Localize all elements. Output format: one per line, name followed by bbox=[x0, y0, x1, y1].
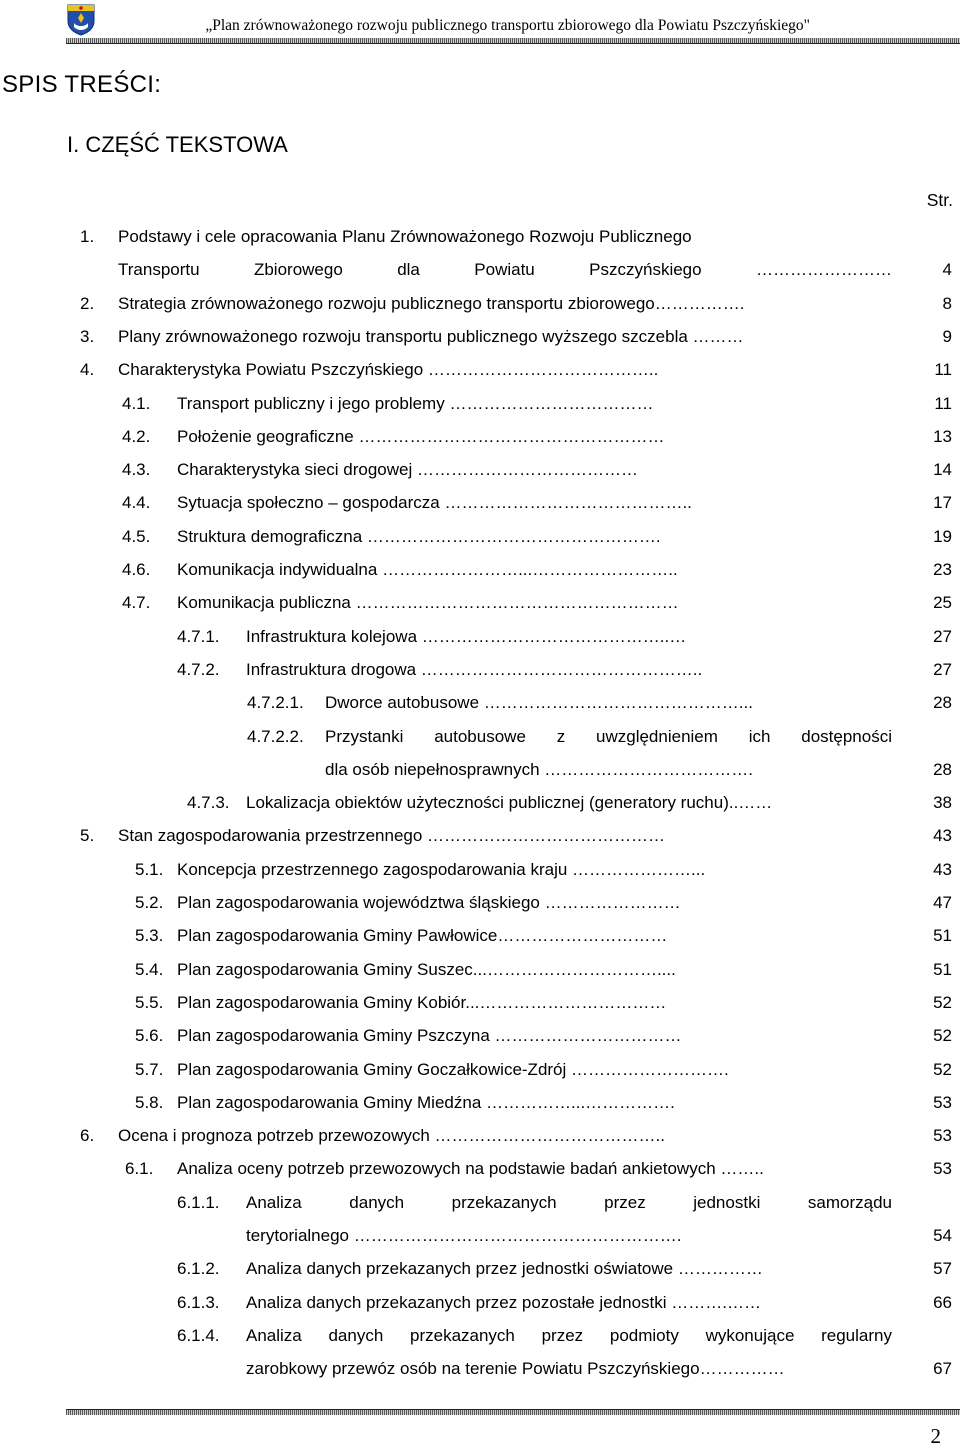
toc-entry-page: 25 bbox=[933, 593, 952, 612]
toc-entry bbox=[0, 1126, 960, 1156]
section-title: I. CZĘŚĆ TEKSTOWA bbox=[67, 132, 288, 157]
toc-entry-number: 5.3. bbox=[135, 926, 164, 945]
toc-entry bbox=[0, 960, 960, 990]
toc-entry-page: 8 bbox=[942, 294, 952, 313]
toc-entry-title: Komunikacja indywidualna ……………………...…………………….. bbox=[177, 560, 678, 579]
page-column-label: Str. bbox=[926, 190, 953, 210]
toc-entry-number: 5.8. bbox=[135, 1093, 164, 1112]
toc-entry-title: zarobkowy przewóz osób na terenie Powiatu Pszczyńskiego…………… bbox=[246, 1359, 785, 1378]
toc-entry-number: 4.2. bbox=[122, 427, 151, 446]
toc-entry bbox=[0, 527, 960, 557]
header-rule bbox=[66, 38, 960, 44]
toc-entry-title: Transportu Zbiorowego dla Powiatu Pszczyńskiego …………………… bbox=[118, 260, 892, 279]
toc-entry bbox=[0, 294, 960, 324]
toc-entry-page: 13 bbox=[933, 427, 952, 446]
toc-entry-number: 4.7.3. bbox=[187, 793, 230, 812]
toc-entry bbox=[0, 1093, 960, 1123]
toc-entry bbox=[0, 1159, 960, 1189]
toc-entry-number: 6.1.2. bbox=[177, 1259, 220, 1278]
toc-entry-title: Plan zagospodarowania Gminy Kobiór...…………………………… bbox=[177, 993, 667, 1012]
toc-entry-number: 5.5. bbox=[135, 993, 164, 1012]
toc-entry-title: Charakterystyka sieci drogowej ………………………………… bbox=[177, 460, 638, 479]
toc-entry-page: 11 bbox=[934, 360, 952, 379]
toc-entry-title: Plan zagospodarowania Gminy Pawłowice………………………… bbox=[177, 926, 668, 945]
toc-entry-page: 27 bbox=[933, 627, 952, 646]
toc-entry-number: 5.2. bbox=[135, 893, 164, 912]
toc-entry bbox=[0, 693, 960, 723]
header-title: „Plan zrównoważonego rozwoju publicznego transportu zbiorowego dla Powiatu Pszczyńskiego" bbox=[205, 17, 810, 34]
toc-entry-title: Dworce autobusowe ………………………………………... bbox=[325, 693, 753, 712]
toc-entry-number: 4.6. bbox=[122, 560, 151, 579]
toc-entry bbox=[0, 760, 960, 790]
toc-entry-page: 57 bbox=[933, 1259, 952, 1278]
toc-entry-page: 43 bbox=[933, 860, 952, 879]
toc-entry-number: 5. bbox=[80, 826, 95, 845]
toc-entry-page: 51 bbox=[933, 926, 952, 945]
toc-entry bbox=[0, 1193, 960, 1223]
toc-entry-page: 52 bbox=[933, 1060, 952, 1079]
toc-entry-page: 66 bbox=[933, 1293, 952, 1312]
toc-entry-number: 6.1. bbox=[125, 1159, 154, 1178]
main-title: SPIS TREŚCI: bbox=[2, 71, 162, 98]
toc-entry-number: 1. bbox=[80, 227, 95, 246]
footer-rule bbox=[66, 1409, 960, 1415]
toc-entry-page: 19 bbox=[933, 527, 952, 546]
toc-entry-page: 28 bbox=[933, 693, 952, 712]
toc-entry-page: 14 bbox=[933, 460, 952, 479]
toc-entry-number: 4.3. bbox=[122, 460, 151, 479]
toc-entry-title: Analiza danych przekazanych przez jednostki samorządu bbox=[246, 1193, 892, 1212]
toc-entry-title: Sytuacja społeczno – gospodarcza …………………………………….. bbox=[177, 493, 692, 512]
toc-entry-page: 28 bbox=[933, 760, 952, 779]
page-header bbox=[0, 0, 960, 46]
toc-entry-number: 4.7.2. bbox=[177, 660, 220, 679]
toc-entry-page: 17 bbox=[933, 493, 952, 512]
toc-entry-number: 4.7. bbox=[122, 593, 151, 612]
toc-entry bbox=[0, 727, 960, 757]
toc-entry-number: 4. bbox=[80, 360, 95, 379]
toc-entry-number: 5.1. bbox=[135, 860, 164, 879]
toc-entry bbox=[0, 1259, 960, 1289]
toc-entry-title: Ocena i prognoza potrzeb przewozowych ………………………………….. bbox=[118, 1126, 666, 1145]
toc-entry-page: 9 bbox=[942, 327, 952, 346]
toc-entry bbox=[0, 593, 960, 623]
toc-entry-page: 52 bbox=[933, 993, 952, 1012]
toc-entry-page: 53 bbox=[933, 1159, 952, 1178]
toc-entry bbox=[0, 860, 960, 890]
toc-entry bbox=[0, 327, 960, 357]
toc-entry bbox=[0, 627, 960, 657]
toc-entry bbox=[0, 460, 960, 490]
toc-entry-number: 5.4. bbox=[135, 960, 164, 979]
toc-entry bbox=[0, 560, 960, 590]
toc-entry-number: 6. bbox=[80, 1126, 95, 1145]
toc-entry bbox=[0, 826, 960, 856]
toc-entry-title: Infrastruktura kolejowa ……………………………………..… bbox=[246, 627, 687, 646]
toc-entry-number: 4.7.1. bbox=[177, 627, 220, 646]
toc-entry-page: 51 bbox=[933, 960, 952, 979]
toc-entry-title: Plan zagospodarowania województwa śląskiego …………………… bbox=[177, 893, 681, 912]
toc-entry bbox=[0, 893, 960, 923]
toc-entry bbox=[0, 227, 960, 257]
toc-entry bbox=[0, 1293, 960, 1323]
toc-entry-title: terytorialnego …………………………………………………. bbox=[246, 1226, 682, 1245]
toc-entry-title: Analiza oceny potrzeb przewozowych na podstawie badań ankietowych …….. bbox=[177, 1159, 764, 1178]
toc-entry-page: 11 bbox=[934, 394, 952, 413]
toc-entry-title: Plan zagospodarowania Gminy Pszczyna …………………………… bbox=[177, 1026, 682, 1045]
toc-entry bbox=[0, 926, 960, 956]
toc-entry-number: 6.1.3. bbox=[177, 1293, 220, 1312]
toc-entry-title: Analiza danych przekazanych przez jednostki oświatowe …………… bbox=[246, 1259, 763, 1278]
toc-entry bbox=[0, 493, 960, 523]
toc-entry-page: 53 bbox=[933, 1126, 952, 1145]
toc-entry-title: Strategia zrównoważonego rozwoju publicznego transportu zbiorowego……………. bbox=[118, 294, 745, 313]
toc-entry bbox=[0, 1060, 960, 1090]
toc-entry-page: 54 bbox=[933, 1226, 952, 1245]
toc-entry-title: Podstawy i cele opracowania Planu Zrównoważonego Rozwoju Publicznego bbox=[118, 227, 692, 246]
toc-entry-title: Położenie geograficzne ……………………………………………… bbox=[177, 427, 665, 446]
toc-entry bbox=[0, 1326, 960, 1356]
toc-entry bbox=[0, 360, 960, 390]
toc-entry-title: Charakterystyka Powiatu Pszczyńskiego ………………………………….. bbox=[118, 360, 659, 379]
toc-entry-number: 4.4. bbox=[122, 493, 151, 512]
toc-entry bbox=[0, 1359, 960, 1389]
toc-entry-number: 6.1.1. bbox=[177, 1193, 220, 1212]
toc-entry-title: Struktura demograficzna ……………………………………………. bbox=[177, 527, 661, 546]
toc-entry-title: Analiza danych przekazanych przez pozostałe jednostki ……….…… bbox=[246, 1293, 761, 1312]
toc-entry-title: Przystanki autobusowe z uwzględnieniem ich dostępności bbox=[325, 727, 892, 746]
toc-entry-title: Analiza danych przekazanych przez podmioty wykonujące regularny bbox=[246, 1326, 892, 1345]
toc-entry-page: 53 bbox=[933, 1093, 952, 1112]
toc-entry bbox=[0, 394, 960, 424]
toc-entry-title: Koncepcja przestrzennego zagospodarowania kraju …………………... bbox=[177, 860, 706, 879]
toc-entry-title: Plan zagospodarowania Gminy Miedźna ……………...……………. bbox=[177, 1093, 675, 1112]
toc-entry-number: 4.7.2.1. bbox=[247, 693, 304, 712]
toc-entry bbox=[0, 260, 960, 290]
toc-entry-number: 4.1. bbox=[122, 394, 151, 413]
toc-entry-title: Plany zrównoważonego rozwoju transportu publicznego wyższego szczebla ……… bbox=[118, 327, 744, 346]
toc-entry bbox=[0, 793, 960, 823]
toc-entry-title: Infrastruktura drogowa ………………………………………….. bbox=[246, 660, 703, 679]
toc-entry-page: 47 bbox=[933, 893, 952, 912]
toc-entry bbox=[0, 427, 960, 457]
toc-entry-title: Lokalizacja obiektów użyteczności publicznej (generatory ruchu)..…… bbox=[246, 793, 773, 812]
page-number: 2 bbox=[930, 1424, 941, 1448]
toc-entry-page: 38 bbox=[933, 793, 952, 812]
toc-entry-page: 23 bbox=[933, 560, 952, 579]
toc-entry-number: 5.7. bbox=[135, 1060, 164, 1079]
toc-entry-page: 4 bbox=[942, 260, 952, 279]
toc-entry bbox=[0, 993, 960, 1023]
toc-entry-page: 27 bbox=[933, 660, 952, 679]
toc-entry-title: dla osób niepełnosprawnych ………………………………. bbox=[325, 760, 753, 779]
toc-entry-number: 2. bbox=[80, 294, 95, 313]
toc-entry bbox=[0, 1226, 960, 1256]
toc-entry-title: Komunikacja publiczna ………………………………………………… bbox=[177, 593, 679, 612]
toc-entry-number: 3. bbox=[80, 327, 95, 346]
toc-entry bbox=[0, 660, 960, 690]
toc-entry-page: 67 bbox=[933, 1359, 952, 1378]
toc-entry-title: Stan zagospodarowania przestrzennego …………………………………… bbox=[118, 826, 666, 845]
county-crest-icon bbox=[66, 3, 96, 36]
toc-entry-page: 52 bbox=[933, 1026, 952, 1045]
toc-entry bbox=[0, 1026, 960, 1056]
toc-entry-title: Transport publiczny i jego problemy ……………………………… bbox=[177, 394, 654, 413]
toc-entry-title: Plan zagospodarowania Gminy Goczałkowice-Zdrój ………………………. bbox=[177, 1060, 729, 1079]
toc-entry-page: 43 bbox=[933, 826, 952, 845]
toc-entry-number: 5.6. bbox=[135, 1026, 164, 1045]
toc-entry-number: 6.1.4. bbox=[177, 1326, 220, 1345]
toc-entry-number: 4.7.2.2. bbox=[247, 727, 304, 746]
toc-entry-number: 4.5. bbox=[122, 527, 151, 546]
toc-entry-title: Plan zagospodarowania Gminy Suszec...………………………….... bbox=[177, 960, 676, 979]
